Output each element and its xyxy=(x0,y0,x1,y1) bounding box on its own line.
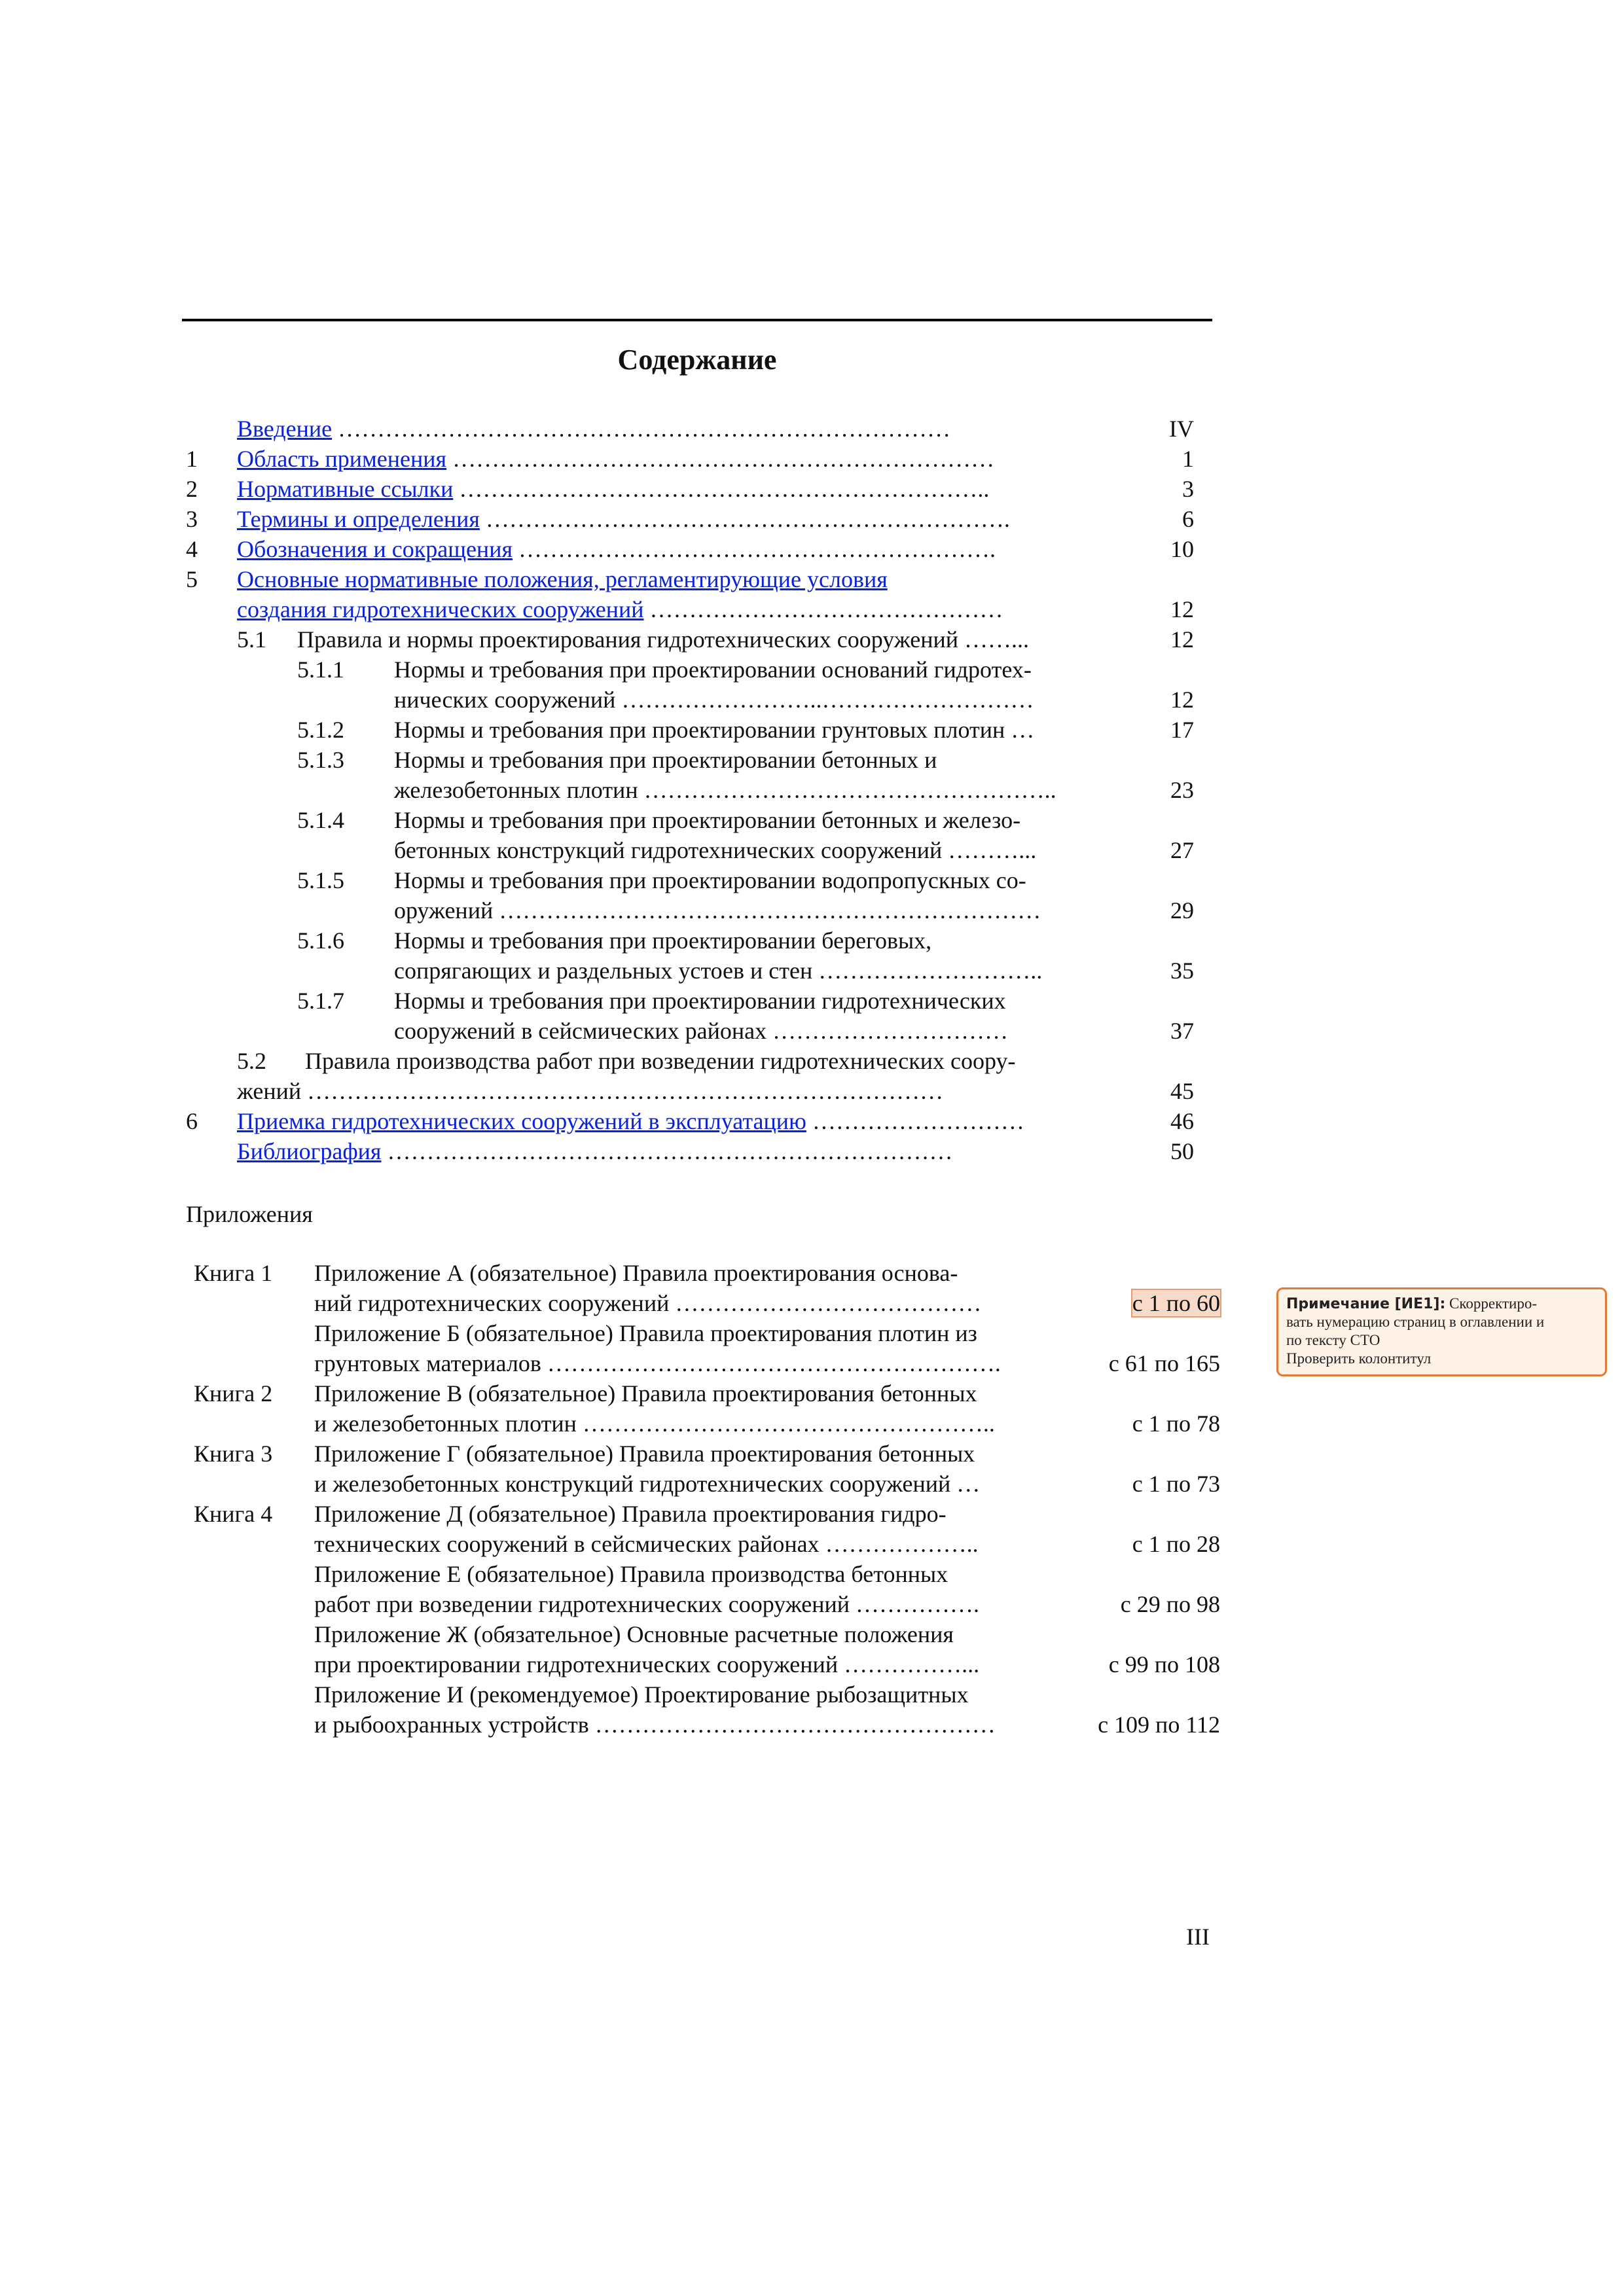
appendix-page-range: с 29 по 98 xyxy=(1120,1591,1220,1617)
toc-entry[interactable] xyxy=(237,414,950,444)
toc-page-number: 10 xyxy=(1170,536,1194,562)
appendix-page-range: с 1 по 78 xyxy=(1132,1410,1220,1437)
toc-entry xyxy=(394,835,1036,865)
toc-page-number: IV xyxy=(1169,416,1194,442)
appendix-page-range: с 1 по 73 xyxy=(1132,1471,1220,1497)
toc-text: жений ……………………………………………………………………… xyxy=(237,1078,944,1104)
toc-page-number: 45 xyxy=(1170,1078,1194,1104)
toc-text: оружений …………………………………………………………… xyxy=(394,897,1041,924)
toc-text: Нормы и требования при проектировании бетонных и железо- xyxy=(394,807,1021,833)
toc-number: 6 xyxy=(186,1108,198,1134)
toc-link[interactable]: создания гидротехнических сооружений xyxy=(237,596,644,622)
toc-text: Нормы и требования при проектировании бетонных и xyxy=(394,747,937,773)
toc-leader-dots: ……………………………………………………………… xyxy=(381,1138,953,1164)
appendix-title-line: Приложение И (рекомендуемое) Проектирование рыбозащитных xyxy=(314,1681,969,1708)
toc-leader-dots: ……………………… xyxy=(806,1108,1024,1134)
toc-text: сооружений в сейсмических районах ………………………… xyxy=(394,1018,1009,1044)
toc-entry xyxy=(394,775,1056,805)
toc-page-number: 6 xyxy=(1182,506,1194,532)
appendix-pages-cell xyxy=(1047,1589,1220,1619)
toc-entry[interactable] xyxy=(237,444,994,474)
appendix-pages-cell xyxy=(1047,1649,1220,1679)
toc-leader-dots: …………………………………………………………… xyxy=(446,446,995,472)
toc-entry xyxy=(394,956,1042,986)
appendix-title-line: при проектировании гидротехнических сооружений ……………... xyxy=(314,1651,980,1677)
appendix-pages-cell xyxy=(1047,1469,1220,1499)
comment-text-1: Скорректиро- xyxy=(1445,1295,1537,1312)
appendix-title-line: ний гидротехнических сооружений ………………………………… xyxy=(314,1290,982,1316)
appendix-title-line: Приложение Е (обязательное) Правила производства бетонных xyxy=(314,1561,948,1587)
appendix-page-range: с 99 по 108 xyxy=(1108,1651,1220,1677)
toc-leader-dots: ……………………………………………………. xyxy=(513,536,996,562)
toc-entry xyxy=(394,865,1026,895)
appendix-page-range: с 109 по 112 xyxy=(1098,1712,1220,1738)
appendix-book-label: Книга 2 xyxy=(194,1380,273,1407)
appendix-page-range: с 61 по 165 xyxy=(1108,1350,1220,1376)
toc-link[interactable]: Введение xyxy=(237,416,333,442)
toc-entry xyxy=(237,1076,943,1106)
comment-text-3: по тексту СТО xyxy=(1286,1332,1380,1348)
appendix-page-range: с 1 по 28 xyxy=(1132,1531,1220,1557)
toc-leader-dots: …………………………………………………………. xyxy=(479,506,1010,532)
toc-entry xyxy=(394,986,1006,1016)
toc-text: нических сооружений ……………………..……………………… xyxy=(394,687,1034,713)
toc-number: 5.1.5 xyxy=(297,867,344,893)
appendices-heading: Приложения xyxy=(186,1201,313,1227)
toc-number: 5.1 xyxy=(237,626,266,653)
toc-text: Нормы и требования при проектировании грунтовых плотин … xyxy=(394,717,1035,743)
toc-number: 5.1.1 xyxy=(297,656,344,683)
appendix-book-label: Книга 1 xyxy=(194,1260,273,1286)
toc-entry xyxy=(394,895,1041,925)
appendix-title-line: работ при возведении гидротехнических сооружений ……………. xyxy=(314,1591,979,1617)
toc-number: 3 xyxy=(186,506,198,532)
toc-entry xyxy=(305,1046,1015,1076)
toc-entry[interactable] xyxy=(237,594,1003,624)
toc-entry[interactable] xyxy=(237,564,888,594)
appendix-pages-cell xyxy=(1047,1408,1220,1439)
toc-page-number: 12 xyxy=(1170,596,1194,622)
toc-entry xyxy=(394,715,1034,745)
toc-entry[interactable] xyxy=(237,474,989,504)
appendix-title-line: Приложение А (обязательное) Правила проектирования основа- xyxy=(314,1260,958,1286)
toc-entry xyxy=(394,655,1032,685)
toc-entry xyxy=(394,685,1034,715)
toc-link[interactable]: Библиография xyxy=(237,1138,382,1164)
toc-page-number: 12 xyxy=(1170,687,1194,713)
toc-page-number: 1 xyxy=(1182,446,1194,472)
toc-page-number: 50 xyxy=(1170,1138,1194,1164)
toc-number: 4 xyxy=(186,536,198,562)
toc-entry xyxy=(394,745,937,775)
toc-page-number: 37 xyxy=(1170,1018,1194,1044)
toc-entry[interactable] xyxy=(237,1106,1024,1136)
toc-link[interactable]: Приемка гидротехнических сооружений в эксплуатацию xyxy=(237,1108,806,1134)
appendix-title-line: и железобетонных плотин …………………………………………….. xyxy=(314,1410,995,1437)
header-rule xyxy=(182,319,1212,321)
page-title: Содержание xyxy=(617,344,777,376)
toc-page-number: 12 xyxy=(1170,626,1194,653)
toc-text: бетонных конструкций гидротехнических сооружений ………... xyxy=(394,837,1037,863)
appendix-pages-cell xyxy=(1047,1710,1220,1740)
appendix-title-line: и железобетонных конструкций гидротехнических сооружений … xyxy=(314,1471,981,1497)
toc-page-number: 17 xyxy=(1170,717,1194,743)
toc-number: 5.1.2 xyxy=(297,717,344,743)
toc-link[interactable]: Обозначения и сокращения xyxy=(237,536,513,562)
toc-number: 5.1.4 xyxy=(297,807,344,833)
toc-number: 5.1.7 xyxy=(297,988,344,1014)
appendix-title-line: Приложение Г (обязательное) Правила проектирования бетонных xyxy=(314,1441,975,1467)
appendix-title-line: и рыбоохранных устройств …………………………………………… xyxy=(314,1712,996,1738)
toc-link[interactable]: Область применения xyxy=(237,446,447,472)
toc-text: Правила и нормы проектирования гидротехнических сооружений ……... xyxy=(297,626,1029,653)
toc-leader-dots: ………………………………………………………….. xyxy=(453,476,990,502)
toc-leader-dots: ……………………………………… xyxy=(643,596,1003,622)
toc-number: 5.1.3 xyxy=(297,747,344,773)
appendix-title-line: Приложение Б (обязательное) Правила проектирования плотин из xyxy=(314,1320,977,1346)
toc-entry xyxy=(297,624,1029,655)
toc-entry[interactable] xyxy=(237,1136,952,1166)
toc-leader-dots: …………………………………………………………………… xyxy=(332,416,951,442)
toc-number: 5.1.6 xyxy=(297,927,344,954)
comment-text-2: вать нумерацию страниц в оглавлении и xyxy=(1286,1314,1545,1330)
toc-link[interactable]: Термины и определения xyxy=(237,506,480,532)
toc-text: Нормы и требования при проектировании оснований гидротех- xyxy=(394,656,1032,683)
toc-text: Нормы и требования при проектировании водопропускных со- xyxy=(394,867,1026,893)
appendix-title-line: Приложение Ж (обязательное) Основные расчетные положения xyxy=(314,1621,954,1647)
toc-link[interactable]: Основные нормативные положения, регламентирующие условия xyxy=(237,566,888,592)
toc-text: сопрягающих и раздельных устоев и стен ……………………….. xyxy=(394,958,1043,984)
page-number: III xyxy=(1186,1924,1210,1950)
review-comment-balloon[interactable] xyxy=(1276,1287,1607,1376)
appendix-title-line: Приложение В (обязательное) Правила проектирования бетонных xyxy=(314,1380,977,1407)
toc-page-number: 46 xyxy=(1170,1108,1194,1134)
toc-page-number: 3 xyxy=(1182,476,1194,502)
toc-entry xyxy=(394,805,1020,835)
toc-text: Нормы и требования при проектировании береговых, xyxy=(394,927,932,954)
appendix-pages-cell xyxy=(1047,1288,1220,1318)
toc-link[interactable]: Нормативные ссылки xyxy=(237,476,454,502)
toc-text: железобетонных плотин …………………………………………….. xyxy=(394,777,1056,803)
toc-number: 2 xyxy=(186,476,198,502)
toc-page-number: 35 xyxy=(1170,958,1194,984)
toc-page-number: 23 xyxy=(1170,777,1194,803)
appendix-title-line: Приложение Д (обязательное) Правила проектирования гидро- xyxy=(314,1501,947,1527)
toc-text: Правила производства работ при возведении гидротехнических соору- xyxy=(305,1048,1016,1074)
appendix-page-range: с 1 по 60 xyxy=(1132,1290,1220,1316)
toc-number: 1 xyxy=(186,446,198,472)
appendix-book-label: Книга 4 xyxy=(194,1501,273,1527)
toc-entry[interactable] xyxy=(237,534,996,564)
toc-number: 5 xyxy=(186,566,198,592)
appendix-title-line: грунтовых материалов …………………………………………………. xyxy=(314,1350,1001,1376)
toc-entry[interactable] xyxy=(237,504,1010,534)
comment-text-4: Проверить колонтитул xyxy=(1286,1350,1432,1367)
appendix-title-line: технических сооружений в сейсмических районах ……………….. xyxy=(314,1531,979,1557)
toc-text: Нормы и требования при проектировании гидротехнических xyxy=(394,988,1006,1014)
appendix-pages-cell xyxy=(1047,1529,1220,1559)
comment-label: Примечание [ИЕ1]: xyxy=(1286,1296,1446,1312)
toc-entry xyxy=(394,925,931,956)
toc-page-number: 27 xyxy=(1170,837,1194,863)
appendix-pages-cell xyxy=(1047,1348,1220,1378)
toc-number: 5.2 xyxy=(237,1048,266,1074)
toc-entry xyxy=(394,1016,1008,1046)
appendix-book-label: Книга 3 xyxy=(194,1441,273,1467)
toc-page-number: 29 xyxy=(1170,897,1194,924)
